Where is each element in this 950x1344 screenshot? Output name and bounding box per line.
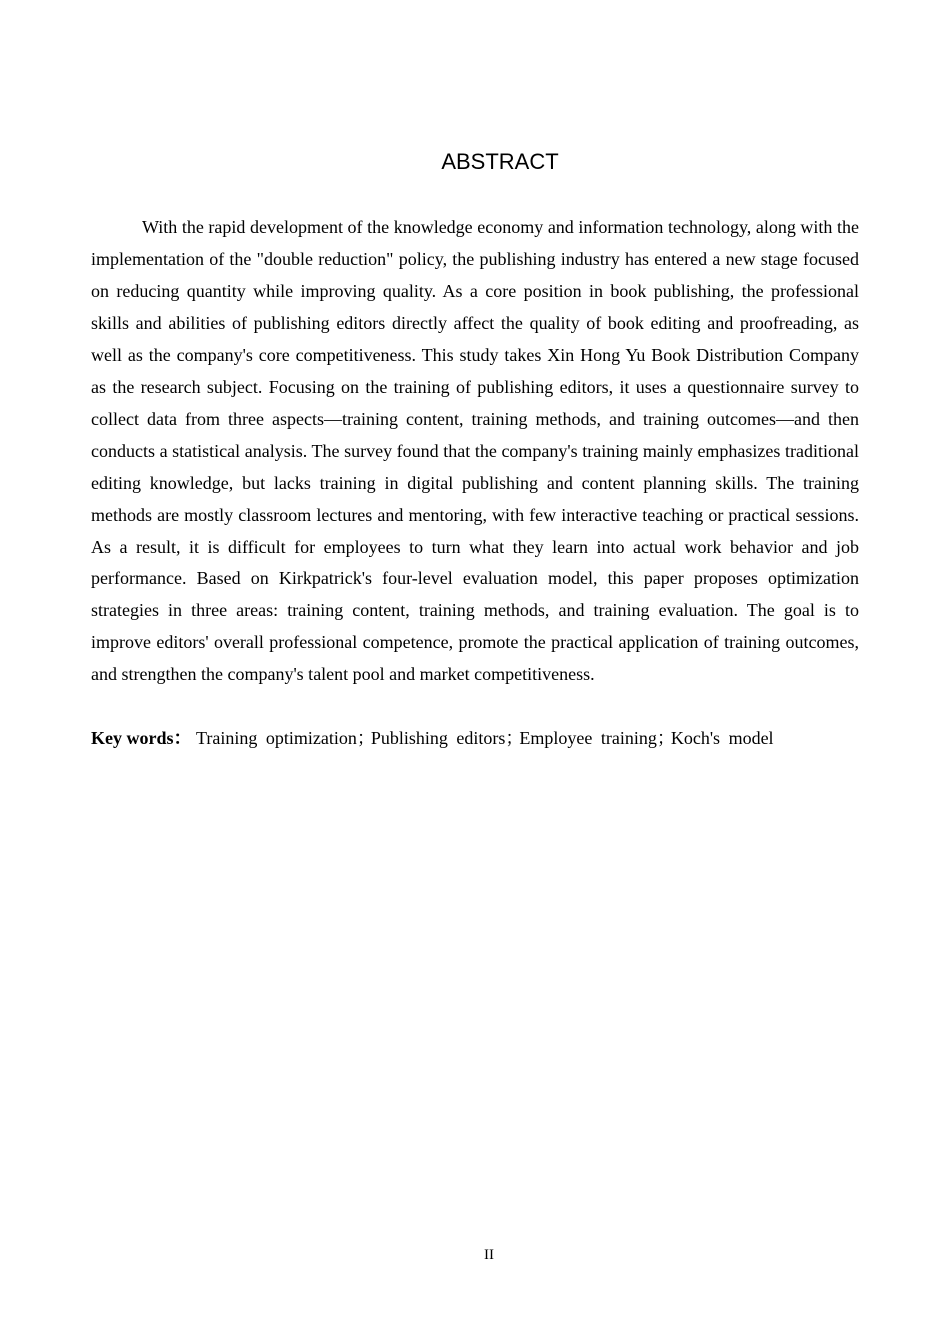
keyword-item: Training optimization (196, 728, 357, 748)
keyword-separator: ； (356, 728, 375, 748)
keyword-separator: ； (505, 728, 524, 748)
abstract-body: With the rapid development of the knowledge economy and information technology, along with the implementation of the "double reduction" policy, the publishing industry has entered a new stage focused on reducing quantity while improving quality. As a core position in book publishing, the professional skills and abilities of publishing editors directly affect the quality of book editing and proofreading, as well as the company's core competitiveness. This study takes Xin Hong Yu Book Distribution Company as the research subject. Focusing on the training of publishing editors, it uses a questionnaire survey to collect data from three aspects—training content, training methods, and training outcomes—and then conducts a statistical analysis. The survey found that the company's training mainly emphasizes traditional editing knowledge, but lacks training in digital publishing and content planning skills. The training methods are mostly classroom lectures and mentoring, with few interactive teaching or practical sessions. As a result, it is difficult for employees to turn what they learn into actual work behavior and job performance. Based on Kirkpatrick's four-level evaluation model, this paper proposes optimization strategies in three areas: training content, training methods, and training evaluation. The goal is to improve editors' overall professional competence, promote the practical application of training outcomes, and strengthen the company's talent pool and market competitiveness. (91, 217, 859, 685)
page-number: II (484, 1247, 494, 1263)
keyword-separator: ； (656, 728, 675, 748)
abstract-heading: ABSTRACT (441, 149, 559, 174)
abstract-heading-container (91, 148, 859, 176)
keyword-item: Employee training (519, 728, 657, 748)
keyword-item: Publishing editors (370, 728, 506, 748)
keywords-line (91, 723, 859, 755)
keyword-item: Koch's model (670, 728, 774, 748)
keywords-label: Key words： (91, 728, 192, 748)
